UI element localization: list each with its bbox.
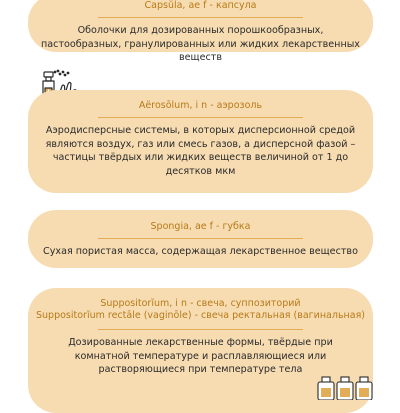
card-aerosolum [28, 90, 373, 193]
description-capsula: Оболочки для дозированных порошкообразных, пастообразных, гранулированных или жидких лекарственных веществ [41, 25, 360, 64]
card-capsula [28, 0, 373, 64]
bottles-icon [316, 374, 374, 400]
divider [98, 329, 303, 330]
term-suppositorium-rectale: Suppositorĭum rectāle (vaginōle) - свеча ректальная (вагинальная) [36, 310, 365, 321]
divider [98, 238, 303, 239]
description-aerosolum: Аэродисперсные системы, в которых дисперсионной средой являются воздух, газ или смесь газов, а дисперсной фазой – частицы твёрдых или жидких веществ величиной от 1 до десятков мкм [45, 125, 356, 177]
divider [98, 17, 303, 18]
card-spongia [28, 210, 373, 268]
description-suppositorium: Дозированные лекарственные формы, твёрдые при комнатной температуре и расплавляющиеся или растворяющиеся при температуре тела [68, 337, 333, 376]
term-capsula: Capsŭla, ae f - капсула [144, 0, 257, 11]
divider [98, 117, 303, 118]
term-suppositorium: Suppositorĭum, i n - свеча, суппозиторий [100, 298, 301, 309]
description-spongia: Сухая пористая масса, содержащая лекарственное вещество [43, 246, 358, 257]
term-aerosolum: Aёrosōlum, i n - аэрозоль [138, 100, 263, 111]
term-spongia: Spongia, ae f - губка [150, 221, 251, 232]
